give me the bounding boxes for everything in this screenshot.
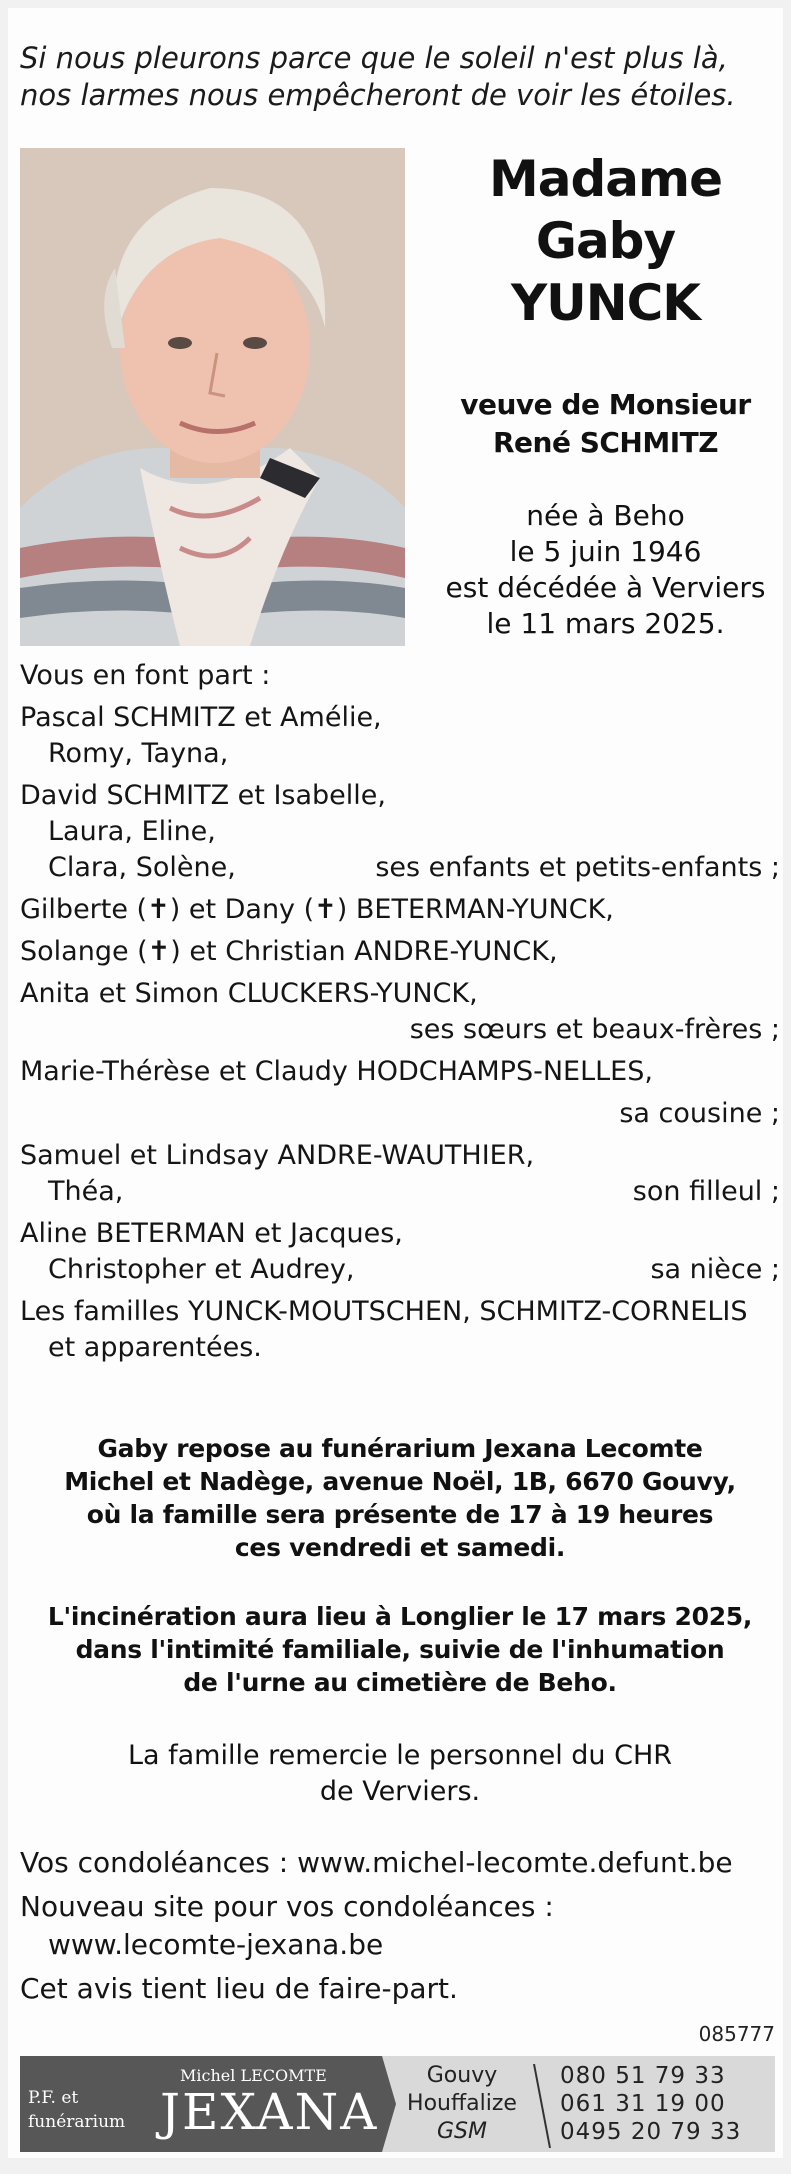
visitation-line: où la famille sera présente de 17 à 19 heures	[86, 1500, 714, 1529]
jexana-logo: JEXANA	[160, 2083, 379, 2141]
last-name: YUNCK	[510, 274, 701, 332]
family-line: Clara, Solène,	[48, 852, 236, 883]
family-line-with-relation	[20, 1252, 780, 1288]
family-line-with-relation	[20, 850, 780, 886]
first-name: Gaby	[535, 212, 676, 270]
visitation-line: Gaby repose au funérarium Jexana Lecomte	[97, 1434, 703, 1463]
new-site-label: Nouveau site pour vos condoléances :	[20, 1890, 554, 1923]
family-line: Les familles YUNCK-MOUTSCHEN, SCHMITZ-CORNELIS	[20, 1296, 748, 1327]
relation-label: ses enfants et petits-enfants ;	[375, 852, 780, 883]
town-divider	[532, 2064, 552, 2148]
new-site-url: www.lecomte-jexana.be	[48, 1928, 384, 1961]
town-name: Houffalize	[407, 2091, 517, 2116]
phone-number: 080 51 79 33	[560, 2063, 726, 2089]
family-line: Laura, Eline,	[48, 816, 216, 847]
town-list	[392, 2062, 532, 2146]
gsm-label: GSM	[437, 2119, 487, 2144]
family-line: Anita et Simon CLUCKERS-YUNCK,	[20, 978, 478, 1009]
widow-line: René SCHMITZ	[492, 426, 719, 459]
town-name: Gouvy	[426, 2063, 498, 2088]
widow-line: veuve de Monsieur	[460, 388, 751, 421]
visitation-line: Michel et Nadège, avenue Noël, 1B, 6670 Gouvy,	[64, 1467, 736, 1496]
reference-number: 085777	[698, 2022, 775, 2046]
widow-of	[408, 386, 783, 462]
thanks-note	[20, 1738, 780, 1810]
thanks-line: La famille remercie le personnel du CHR	[127, 1740, 673, 1771]
family-line: Samuel et Lindsay ANDRE-WAUTHIER,	[20, 1140, 535, 1171]
phone-number: 0495 20 79 33	[560, 2119, 742, 2145]
family-line: Aline BETERMAN et Jacques,	[20, 1218, 403, 1249]
portrait-photo	[20, 148, 405, 646]
phone-number: 061 31 19 00	[560, 2091, 726, 2117]
name-title: Madame	[488, 150, 723, 208]
family-line: Théa,	[48, 1176, 124, 1207]
family-line: Christopher et Audrey,	[48, 1254, 355, 1285]
closing-lines	[20, 1844, 780, 2008]
funeral-home-banner	[20, 2056, 775, 2152]
visitation-line: ces vendredi et samedi.	[234, 1533, 566, 1562]
opening-quote	[20, 40, 780, 114]
relation-label: sa nièce ;	[650, 1254, 780, 1285]
family-line: David SCHMITZ et Isabelle,	[20, 780, 386, 811]
family-line: Romy, Tayna,	[48, 738, 229, 769]
relation-label: son filleul ;	[632, 1176, 780, 1207]
birth-date: le 5 juin 1946	[509, 535, 702, 568]
family-line: Marie-Thérèse et Claudy HODCHAMPS-NELLES,	[20, 1056, 653, 1087]
family-line: Solange (✝) et Christian ANDRE-YUNCK,	[20, 936, 558, 967]
birth-place: née à Beho	[526, 499, 685, 532]
deceased-name	[408, 148, 783, 334]
relation-line	[20, 1012, 780, 1048]
notice-line: Cet avis tient lieu de faire-part.	[20, 1972, 458, 2005]
brand-panel	[20, 2056, 382, 2152]
quote-line: Si nous pleurons parce que le soleil n'est plus là,	[20, 41, 728, 75]
family-line: Pascal SCHMITZ et Amélie,	[20, 702, 382, 733]
relation-line	[20, 1096, 780, 1132]
birth-death-info	[408, 498, 783, 642]
pf-label	[28, 2086, 125, 2134]
visitation-info	[20, 1432, 780, 1564]
thanks-line: de Verviers.	[319, 1776, 481, 1807]
phone-list	[560, 2062, 741, 2146]
family-line: Gilberte (✝) et Dany (✝) BETERMAN-YUNCK,	[20, 894, 614, 925]
family-intro: Vous en font part :	[20, 660, 271, 691]
condolences-link: Vos condoléances : www.michel-lecomte.defunt.be	[20, 1846, 733, 1879]
cremation-line: de l'urne au cimetière de Beho.	[183, 1668, 617, 1697]
cremation-line: dans l'intimité familiale, suivie de l'inhumation	[75, 1635, 725, 1664]
family-list	[20, 658, 780, 1366]
family-line: et apparentées.	[48, 1332, 262, 1363]
pf-line: P.F. et	[28, 2088, 79, 2108]
family-line-with-relation	[20, 1174, 780, 1210]
cremation-info	[20, 1600, 780, 1699]
relation-label: ses sœurs et beaux-frères ;	[409, 1014, 780, 1045]
death-date: le 11 mars 2025.	[486, 607, 725, 640]
cremation-line: L'incinération aura lieu à Longlier le 17 mars 2025,	[47, 1602, 753, 1631]
michel-lecomte-label: Michel LECOMTE	[180, 2066, 327, 2085]
obituary-notice	[8, 8, 783, 2158]
death-place: est décédée à Verviers	[445, 571, 766, 604]
quote-line: nos larmes nous empêcheront de voir les étoiles.	[20, 78, 736, 112]
relation-label: sa cousine ;	[619, 1098, 780, 1129]
pf-line: funérarium	[28, 2112, 126, 2132]
